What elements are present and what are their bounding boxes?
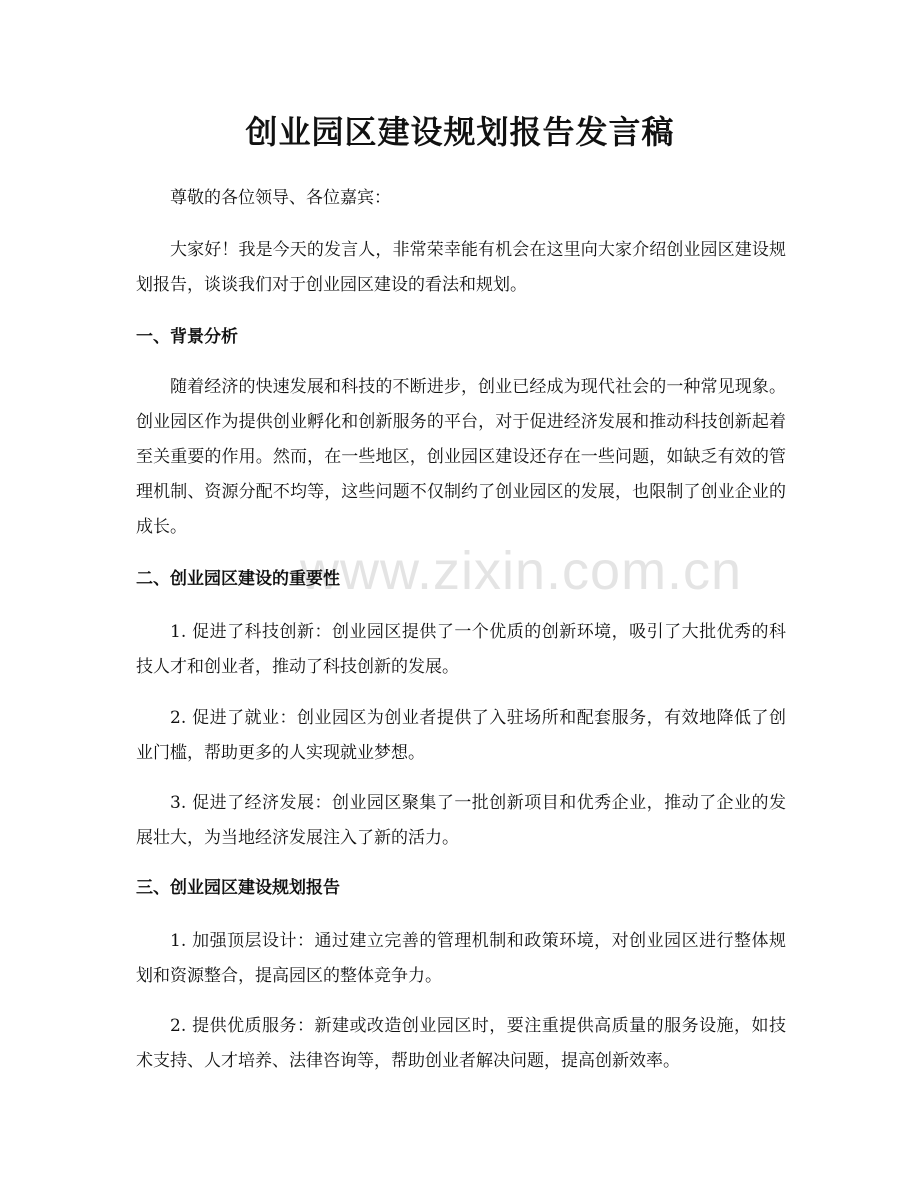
- section-heading-background: 一、背景分析: [136, 327, 238, 347]
- importance-item-2: 2. 促进了就业：创业园区为创业者提供了入驻场所和配套服务，有效地降低了创业门槛，帮助更多的人实现就业梦想。: [136, 708, 786, 763]
- importance-item-3: 3. 促进了经济发展：创业园区聚集了一批创新项目和优秀企业，推动了企业的发展壮大，为当地经济发展注入了新的活力。: [136, 793, 786, 848]
- plan-item-1: 1. 加强顶层设计：通过建立完善的管理机制和政策环境，对创业园区进行整体规划和资源整合，提高园区的整体竞争力。: [136, 931, 786, 986]
- importance-item-1: 1. 促进了科技创新：创业园区提供了一个优质的创新环境，吸引了大批优秀的科技人才和创业者，推动了科技创新的发展。: [136, 622, 786, 677]
- background-paragraph: 随着经济的快速发展和科技的不断进步，创业已经成为现代社会的一种常见现象。创业园区作为提供创业孵化和创新服务的平台，对于促进经济发展和推动科技创新起着至关重要的作用。然而，在一些地区，创业园区建设还存在一些问题，如缺乏有效的管理机制、资源分配不均等，这些问题不仅制约了创业园区的发展，也限制了创业企业的成长。: [136, 377, 786, 537]
- greeting: 尊敬的各位领导、各位嘉宾：: [170, 188, 391, 208]
- section-heading-plan: 三、创业园区建设规划报告: [136, 878, 340, 898]
- plan-item-2: 2. 提供优质服务：新建或改造创业园区时，要注重提供高质量的服务设施，如技术支持、人才培养、法律咨询等，帮助创业者解决问题，提高创新效率。: [136, 1016, 786, 1071]
- document-title: 创业园区建设规划报告发言稿: [245, 113, 675, 151]
- watermark: www.zixin.com.cn: [300, 541, 743, 601]
- section-heading-importance: 二、创业园区建设的重要性: [136, 569, 340, 589]
- intro-paragraph: 大家好！我是今天的发言人，非常荣幸能有机会在这里向大家介绍创业园区建设规划报告，谈谈我们对于创业园区建设的看法和规划。: [136, 240, 786, 295]
